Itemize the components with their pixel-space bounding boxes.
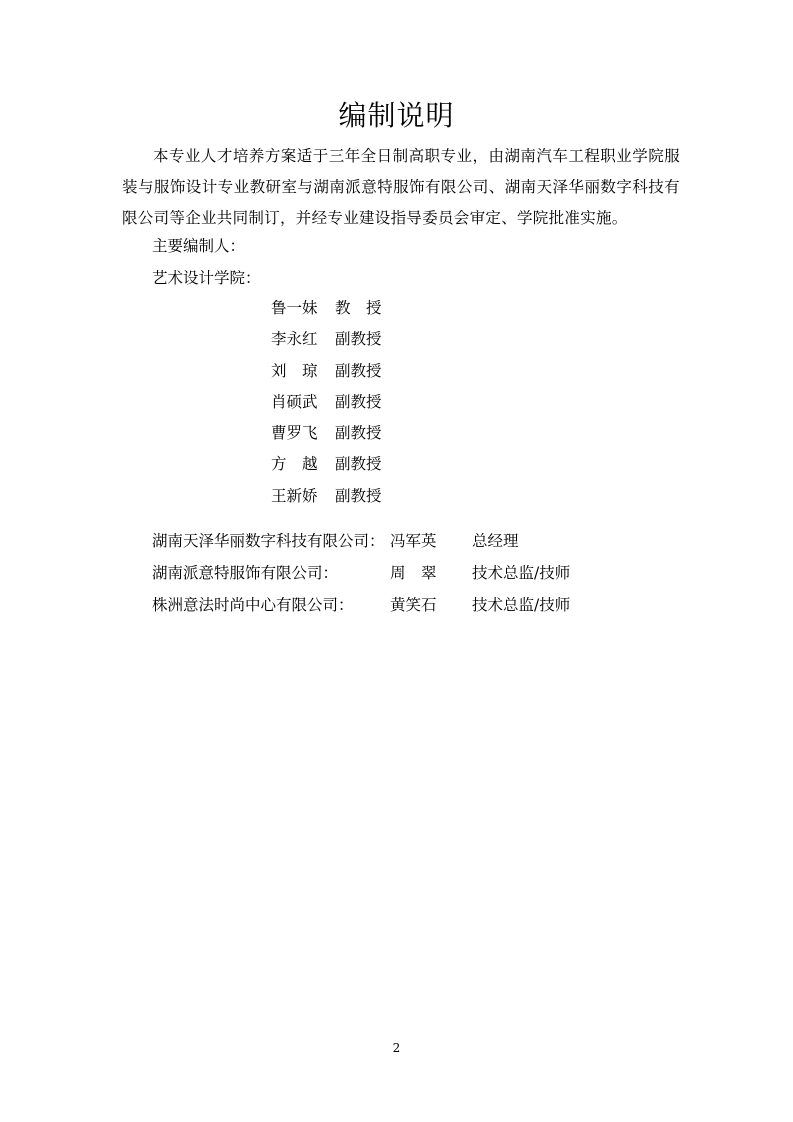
company-person: 冯军英: [390, 532, 437, 550]
staff-name: 王新娇: [271, 486, 318, 505]
college-label: 艺术设计学院：: [152, 269, 261, 287]
company-name: 株洲意法时尚中心有限公司：: [152, 596, 354, 614]
company-name: 湖南派意特服饰有限公司：: [152, 564, 339, 582]
staff-row: [271, 327, 382, 358]
company-role: 技术总监/技师: [472, 596, 571, 614]
company-role: 技术总监/技师: [472, 564, 571, 582]
intro-paragraph: 本专业人才培养方案适于三年全日制高职专业，由湖南汽车工程职业学院服装与服饰设计专业教研室与湖南派意特服饰有限公司、湖南天泽华丽数字科技有限公司等企业共同制订，并经专业建设指导委员会审定、学院批准实施。: [122, 147, 680, 227]
company-person: 黄笑石: [390, 596, 437, 614]
company-person: 周 翠: [390, 564, 437, 582]
staff-rank: 副教授: [335, 392, 382, 411]
page-number: 2: [392, 1041, 401, 1055]
main-editors-label: 主要编制人：: [152, 237, 246, 255]
staff-row: [271, 359, 382, 390]
staff-name: 刘 琼: [271, 361, 318, 380]
staff-row: [271, 296, 382, 327]
staff-name: 肖硕武: [271, 392, 318, 411]
staff-row: [271, 452, 382, 483]
company-row: [152, 561, 612, 593]
company-role: 总经理: [472, 532, 519, 550]
staff-rank: 教 授: [335, 299, 382, 317]
staff-name: 方 越: [271, 455, 318, 474]
staff-list: [271, 296, 382, 515]
company-name: 湖南天泽华丽数字科技有限公司：: [152, 532, 385, 550]
staff-rank: 副教授: [335, 486, 382, 505]
staff-rank: 副教授: [335, 424, 382, 443]
staff-row: [271, 390, 382, 421]
staff-name: 李永红: [271, 330, 318, 349]
page-title: 编制说明: [338, 99, 455, 132]
staff-rank: 副教授: [335, 455, 382, 474]
staff-row: [271, 484, 382, 515]
company-list: [152, 529, 612, 625]
staff-row: [271, 421, 382, 452]
staff-rank: 副教授: [335, 361, 382, 380]
company-row: [152, 593, 612, 625]
staff-name: 曹罗飞: [271, 424, 318, 443]
staff-name: 鲁一妹: [271, 299, 318, 317]
company-row: [152, 529, 612, 561]
staff-rank: 副教授: [335, 330, 382, 349]
